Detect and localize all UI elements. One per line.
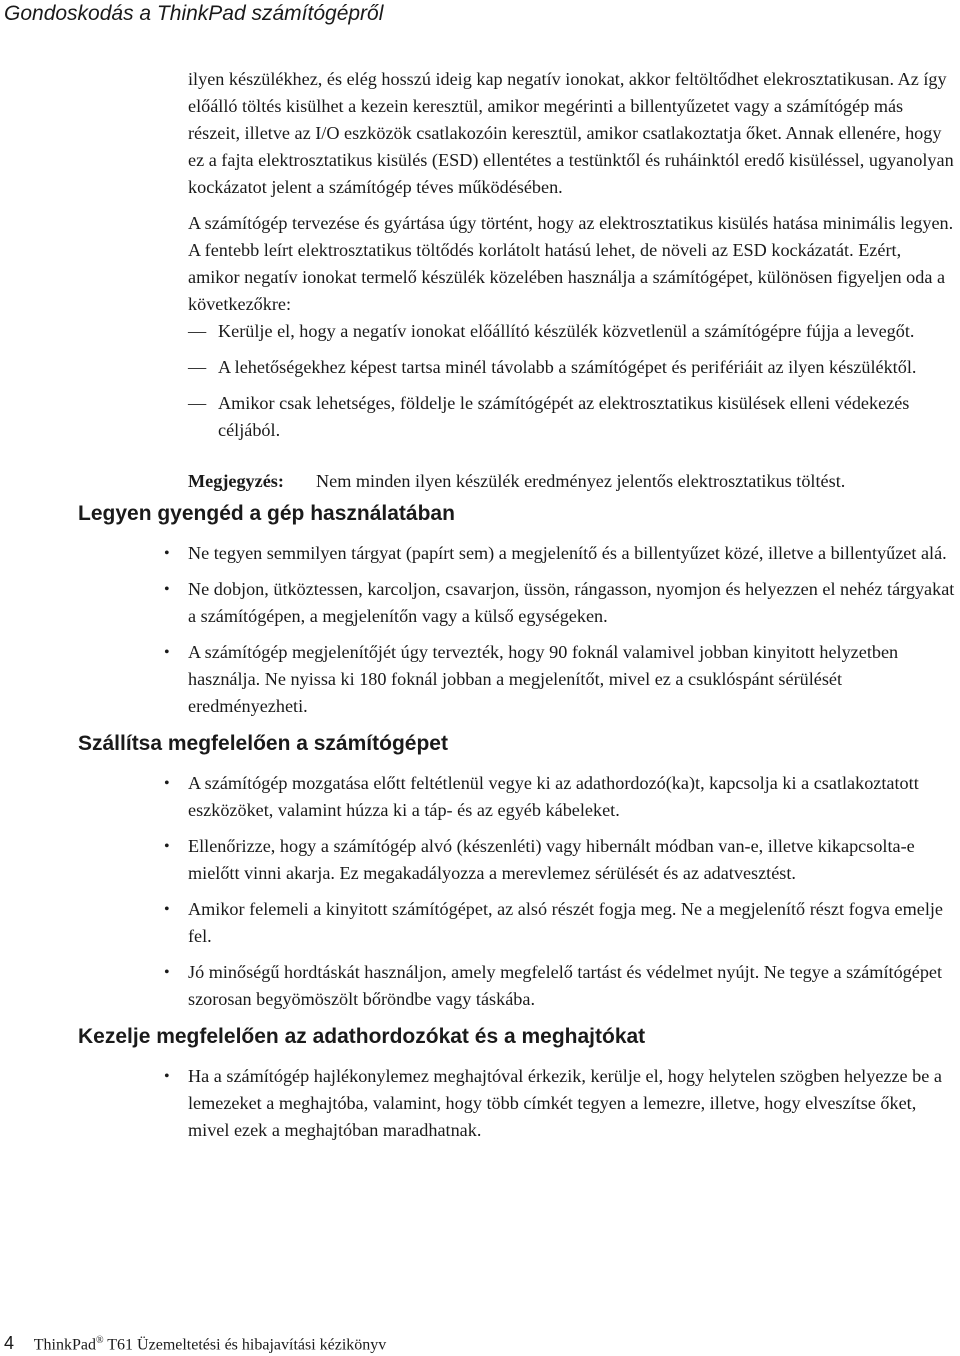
- precaution-item: — A lehetőségekhez képest tartsa minél távolabb a számítógépet és perifériáit az ilyen készüléktől.: [188, 354, 956, 381]
- list-item: • Ellenőrizze, hogy a számítógép alvó (készenléti) vagy hibernált módban van-e, illetve kikapcsolta-e mielőtt vinni akarja. Ez megakadályozza a merevlemez sérülését és az adatvesztést.: [188, 833, 956, 887]
- intro-paragraph-2: A számítógép tervezése és gyártása úgy történt, hogy az elektrosztatikus kisülés hatása minimális legyen. A fentebb leírt elektrosztatikus töltődés korlátolt hatású lehet, de növeli az ESD kockázatát. Ezért, amikor negatív ionokat termelő készülék közelében használja a számítógépet, különösen figyeljen oda a következőkre:: [188, 213, 954, 314]
- footer-brand: ThinkPad: [33, 1336, 96, 1354]
- running-head-title: Gondoskodás a ThinkPad számítógépről: [4, 2, 384, 25]
- note-label: Megjegyzés:: [188, 471, 284, 491]
- precaution-item: — Amikor csak lehetséges, földelje le számítógépét az elektrosztatikus kisülések elleni védekezés céljából.: [188, 390, 956, 444]
- list-item: • A számítógép mozgatása előtt feltétlenül vegye ki az adathordozó(ka)t, kapcsolja ki a csatlakoztatott eszközöket, valamint húzza ki a táp- és az egyéb kábeleket.: [188, 770, 956, 824]
- list-item: • Ne dobjon, ütköztessen, karcoljon, csavarjon, üssön, rángasson, nyomjon és helyezzen el nehéz tárgyakat a számítógépen, a megjelenítőn vagy a külső egységeken.: [188, 576, 956, 630]
- list-item: • Ha a számítógép hajlékonylemez meghajtóval érkezik, kerülje el, hogy helytelen szögben helyezze be a lemezeket a meghajtóba, valamint, hogy több címkét tegyen a lemezre, illetve, hogy elveszítse őket, mivel ezek a meghajtóban maradhatnak.: [188, 1063, 956, 1144]
- section-heading-gentle-use: Legyen gyengéd a gép használatában: [78, 502, 455, 525]
- list-item: • A számítógép megjelenítőjét úgy tervezték, hogy 90 foknál valamivel jobban kinyitott helyzetben használja. Ne nyissa ki 180 foknál jobban a megjelenítőt, mivel ez a csuklóspánt sérülését eredményezheti.: [188, 639, 956, 720]
- gentle-use-list: [188, 540, 956, 720]
- list-item: • Ne tegyen semmilyen tárgyat (papírt sem) a megjelenítő és a billentyűzet közé, illetve a billentyűzet alá.: [188, 540, 956, 567]
- footer-book-title: T61 Üzemeltetési és hibajavítási kézikönyv: [107, 1336, 387, 1354]
- precaution-item: — Kerülje el, hogy a negatív ionokat előállító készülék közvetlenül a számítógépre fújja a levegőt.: [188, 318, 956, 345]
- transport-list: [188, 770, 956, 1013]
- list-item: • Jó minőségű hordtáskát használjon, amely megfelelő tartást és védelmet nyújt. Ne tegye a számítógépet szorosan begyömöszölt bőröndbe vagy táskába.: [188, 959, 956, 1013]
- precaution-list: [188, 318, 956, 444]
- section-heading-media-drives: Kezelje megfelelően az adathordozókat és a meghajtókat: [78, 1025, 646, 1048]
- intro-paragraph-1: ilyen készülékhez, és elég hosszú ideig kap negatív ionokat, akkor feltöltődhet elekrosztatikusan. Az így előálló töltés kisülhet a kezein keresztül, amikor megérinti a billentyűzetet vagy a számítógép más részeit, illetve az I/O eszközök csatlakozóin keresztül, amikor csatlakoztatja őket. Annak ellenére, hogy ez a fajta elektrosztatikus kisülés (ESD) ellentétes a testünktől és ruháinktól eredő kisüléssel, ugyanolyan kockázatot jelent a számítógép téves működésében.: [188, 69, 954, 197]
- section-heading-transport: Szállítsa megfelelően a számítógépet: [78, 732, 448, 755]
- registered-mark: ®: [95, 1335, 104, 1346]
- note-block: [188, 468, 956, 495]
- page-body: [78, 66, 956, 1144]
- page-number: 4: [4, 1333, 15, 1354]
- note-text: Nem minden ilyen készülék eredményez jelentős elektrosztatikus töltést.: [316, 471, 846, 491]
- list-item: • Amikor felemeli a kinyitott számítógépet, az alsó részét fogja meg. Ne a megjelenítő részt fogva emelje fel.: [188, 896, 956, 950]
- media-drives-list: [188, 1063, 956, 1144]
- page-footer: [4, 1330, 386, 1356]
